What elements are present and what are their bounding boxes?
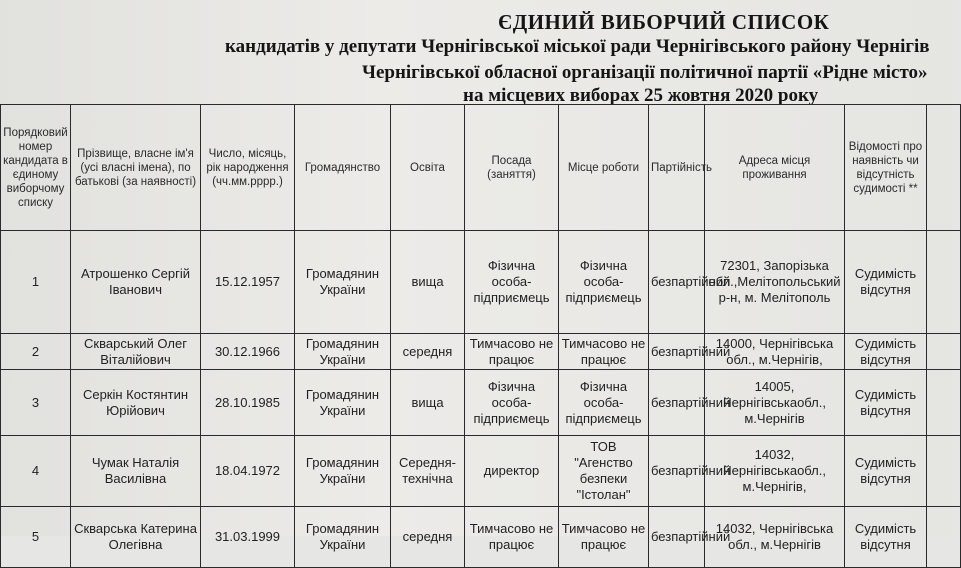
column-header-party: Партійність (649, 105, 705, 231)
cell-position: директор (465, 436, 559, 507)
cell-citizenship: Громадянин України (295, 436, 391, 507)
cell-education: середня (391, 507, 465, 568)
table-row (1, 334, 961, 370)
cell-citizenship: Громадянин України (295, 507, 391, 568)
cell-birth-date: 15.12.1957 (201, 231, 295, 334)
column-header-birth-date: Число, місяць, рік народження (чч.мм.рррр.) (201, 105, 295, 231)
cell-citizenship: Громадянин України (295, 231, 391, 334)
cell-workplace: Фізична особа-підприємець (559, 370, 649, 436)
cell-citizenship: Громадянин України (295, 334, 391, 370)
column-header-number: Порядковий номер кандидата в єдиному виборчому списку (1, 105, 71, 231)
cell-number: 2 (1, 334, 71, 370)
cell-birth-date: 31.03.1999 (201, 507, 295, 568)
cell-education: Середня-технічна (391, 436, 465, 507)
column-header-citizenship: Громадянство (295, 105, 391, 231)
cell-number: 4 (1, 436, 71, 507)
table-header-row (1, 105, 961, 231)
column-header-name: Прізвище, власне ім'я (усі власні імена), по батькові (за наявності) (71, 105, 201, 231)
cell-criminal-record: Судимість відсутня (845, 370, 927, 436)
document-subtitle-line2: Чернігівської обласної організації політичної партії «Рідне місто» (362, 62, 928, 83)
cell-criminal-record: Судимість відсутня (845, 334, 927, 370)
cell-cut-off (927, 507, 961, 568)
cell-cut-off (927, 436, 961, 507)
cell-party: безпартійний (649, 436, 705, 507)
cell-position: Тимчасово не працює (465, 334, 559, 370)
cell-address: 14032, Чернігівськаобл., м.Чернігів, (705, 436, 845, 507)
cell-workplace: ТОВ "Агенство безпеки "Істолан" (559, 436, 649, 507)
cell-education: вища (391, 231, 465, 334)
candidate-table (0, 104, 961, 568)
column-header-position: Посада (заняття) (465, 105, 559, 231)
document-title: ЄДИНИЙ ВИБОРЧИЙ СПИСОК (498, 10, 830, 34)
cell-birth-date: 30.12.1966 (201, 334, 295, 370)
cell-party: безпартійний (649, 231, 705, 334)
cell-address: 72301, Запорізька обл.,Мелітопольський р-н, м. Мелітополь (705, 231, 845, 334)
cell-address: 14005, Чернігівськаобл., м.Чернігів (705, 370, 845, 436)
cell-citizenship: Громадянин України (295, 370, 391, 436)
cell-position: Тимчасово не працює (465, 507, 559, 568)
document-subtitle-line1: кандидатів у депутати Чернігівської міської ради Чернігівського району Чернігів (225, 36, 930, 57)
cell-number: 1 (1, 231, 71, 334)
cell-education: середня (391, 334, 465, 370)
cell-name: Атрошенко Сергій Іванович (71, 231, 201, 334)
cell-workplace: Тимчасово не працює (559, 334, 649, 370)
cell-name: Чумак Наталія Василівна (71, 436, 201, 507)
cell-criminal-record: Судимість відсутня (845, 507, 927, 568)
cell-name: Скварський Олег Віталійович (71, 334, 201, 370)
cell-name: Серкін Костянтин Юрійович (71, 370, 201, 436)
cell-position: Фізична особа-підприємець (465, 231, 559, 334)
cell-number: 5 (1, 507, 71, 568)
cell-party: безпартійний (649, 334, 705, 370)
table-row (1, 507, 961, 568)
cell-number: 3 (1, 370, 71, 436)
column-header-workplace: Місце роботи (559, 105, 649, 231)
column-header-criminal-record: Відомості про наявність чи відсутність судимості ** (845, 105, 927, 231)
cell-workplace: Тимчасово не працює (559, 507, 649, 568)
column-header-cut-off (927, 105, 961, 231)
cell-criminal-record: Судимість відсутня (845, 436, 927, 507)
cell-birth-date: 18.04.1972 (201, 436, 295, 507)
cell-position: Фізична особа-підприємець (465, 370, 559, 436)
cell-cut-off (927, 231, 961, 334)
cell-birth-date: 28.10.1985 (201, 370, 295, 436)
document-subtitle-line3: на місцевих виборах 25 жовтня 2020 року (463, 85, 819, 106)
table-row (1, 436, 961, 507)
column-header-education: Освіта (391, 105, 465, 231)
cell-cut-off (927, 334, 961, 370)
cell-name: Скварська Катерина Олегівна (71, 507, 201, 568)
cell-party: безпартійний (649, 507, 705, 568)
table-row (1, 231, 961, 334)
cell-party: безпартійний (649, 370, 705, 436)
cell-cut-off (927, 370, 961, 436)
table-row (1, 370, 961, 436)
cell-criminal-record: Судимість відсутня (845, 231, 927, 334)
column-header-address: Адреса місця проживання (705, 105, 845, 231)
cell-workplace: Фізична особа-підприємець (559, 231, 649, 334)
cell-education: вища (391, 370, 465, 436)
cell-address: 14032, Чернігівська обл., м.Чернігів (705, 507, 845, 568)
cell-address: 14000, Чернігівська обл., м.Чернігів, (705, 334, 845, 370)
